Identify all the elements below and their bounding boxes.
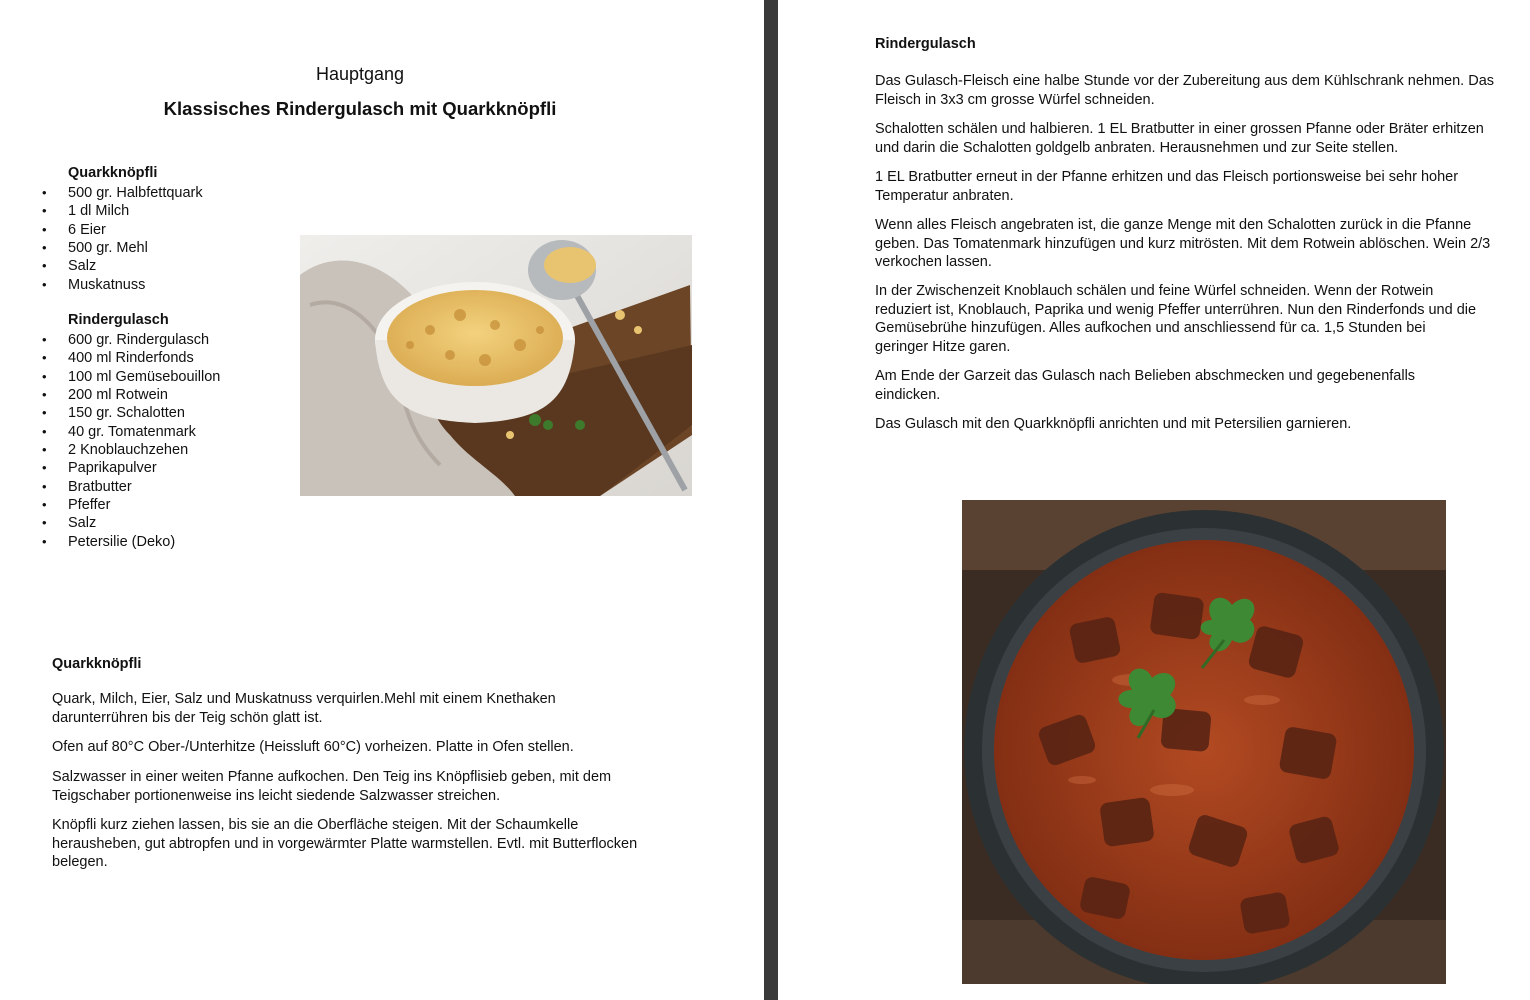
page-divider xyxy=(764,0,778,1000)
method-paragraph: Das Gulasch-Fleisch eine halbe Stunde vor der Zubereitung aus dem Kühlschrank nehmen. Das Fleisch in 3x3 cm grosse Würfel schneiden. xyxy=(875,73,1495,108)
ingredient-item: • 1 dl Milch xyxy=(0,202,203,220)
recipe-title: Klassisches Rindergulasch mit Quarkknöpfli xyxy=(163,98,557,119)
method-paragraph: Wenn alles Fleisch angebraten ist, die ganze Menge mit den Schalotten zurück in die Pfanne geben. Das Tomatenmark hinzufügen und kurz mitrösten. Mit dem Rotwein ablöschen. Wein 2/3 verkochen lassen. xyxy=(875,217,1491,270)
ingredient-item: • 400 ml Rinderfonds xyxy=(0,349,220,367)
ingredient-item: • 500 gr. Halbfettquark xyxy=(0,184,203,202)
method-heading-rindergulasch: Rindergulasch xyxy=(875,36,976,52)
method-heading-quarkknoepfli: Quarkknöpfli xyxy=(52,656,142,672)
ingredient-item: • 100 ml Gemüsebouillon xyxy=(0,368,220,386)
ingredient-item: • 40 gr. Tomatenmark xyxy=(0,423,220,441)
ingredient-item: • Petersilie (Deko) xyxy=(0,533,220,551)
ingredient-item: • Salz xyxy=(0,257,203,275)
method-paragraph: Knöpfli kurz ziehen lassen, bis sie an die Oberfläche steigen. Mit der Schaumkelle herausheben, gut abtropfen und in vorgewärmter Platte warmstellen. Evtl. mit Butterflocken belegen. xyxy=(52,817,638,870)
spaetzle-bowl-photo-icon xyxy=(300,235,692,496)
method-paragraph: Quark, Milch, Eier, Salz und Muskatnuss verquirlen.Mehl mit einem Knethaken darunterrühren bis der Teig schön glatt ist. xyxy=(52,691,556,726)
method-paragraph: Salzwasser in einer weiten Pfanne aufkochen. Den Teig ins Knöpflisieb geben, mit dem Teigschaber portionenweise ins leicht siedende Salzwasser streichen. xyxy=(52,769,612,804)
method-paragraph: 1 EL Bratbutter erneut in der Pfanne erhitzen und das Fleisch portionsweise bei sehr hoher Temperatur anbraten. xyxy=(875,169,1459,204)
ingredient-item: • 200 ml Rotwein xyxy=(0,386,220,404)
ingredient-item: • Paprikapulver xyxy=(0,459,220,477)
ingredient-item: • 600 gr. Rindergulasch xyxy=(0,331,220,349)
ingredients-heading-quarkknoepfli: Quarkknöpfli xyxy=(68,165,158,181)
ingredient-item: • 150 gr. Schalotten xyxy=(0,404,220,422)
ingredient-item: • Pfeffer xyxy=(0,496,220,514)
ingredient-item: • Bratbutter xyxy=(0,478,220,496)
method-paragraph: Am Ende der Garzeit das Gulasch nach Belieben abschmecken und gegebenenfalls eindicken. xyxy=(875,368,1416,403)
method-paragraph: Schalotten schälen und halbieren. 1 EL Bratbutter in einer grossen Pfanne oder Bräter erhitzen und darin die Schalotten goldgelb anbraten. Herausnehmen und zur Seite stellen. xyxy=(875,121,1484,156)
goulash-pot-photo-icon xyxy=(962,500,1446,984)
method-paragraph: Das Gulasch mit den Quarkknöpfli anrichten und mit Petersilien garnieren. xyxy=(875,416,1352,432)
recipe-page-right xyxy=(778,0,1530,1000)
ingredients-list-rindergulasch xyxy=(0,331,220,551)
course-label: Hauptgang xyxy=(315,64,405,84)
recipe-page-left xyxy=(0,0,764,1000)
method-paragraph: Ofen auf 80°C Ober-/Unterhitze (Heissluft 60°C) vorheizen. Platte in Ofen stellen. xyxy=(52,739,574,755)
ingredient-item: • 500 gr. Mehl xyxy=(0,239,203,257)
ingredient-item: • Muskatnuss xyxy=(0,276,203,294)
ingredients-heading-rindergulasch: Rindergulasch xyxy=(68,312,169,328)
method-paragraph: In der Zwischenzeit Knoblauch schälen und feine Würfel schneiden. Wenn der Rotwein reduziert ist, Knoblauch, Paprika und wenig Pfeffer unterrühren. Nun den Rinderfonds und die Gemüsebrühe hinzufügen. Alles aufkochen und anschliessend für ca. 1,5 Stunden bei geringer Hitze garen. xyxy=(875,283,1477,355)
ingredients-list-quarkknoepfli xyxy=(0,184,203,294)
ingredient-item: • 2 Knoblauchzehen xyxy=(0,441,220,459)
ingredient-item: • 6 Eier xyxy=(0,221,203,239)
ingredient-item: • Salz xyxy=(0,514,220,532)
